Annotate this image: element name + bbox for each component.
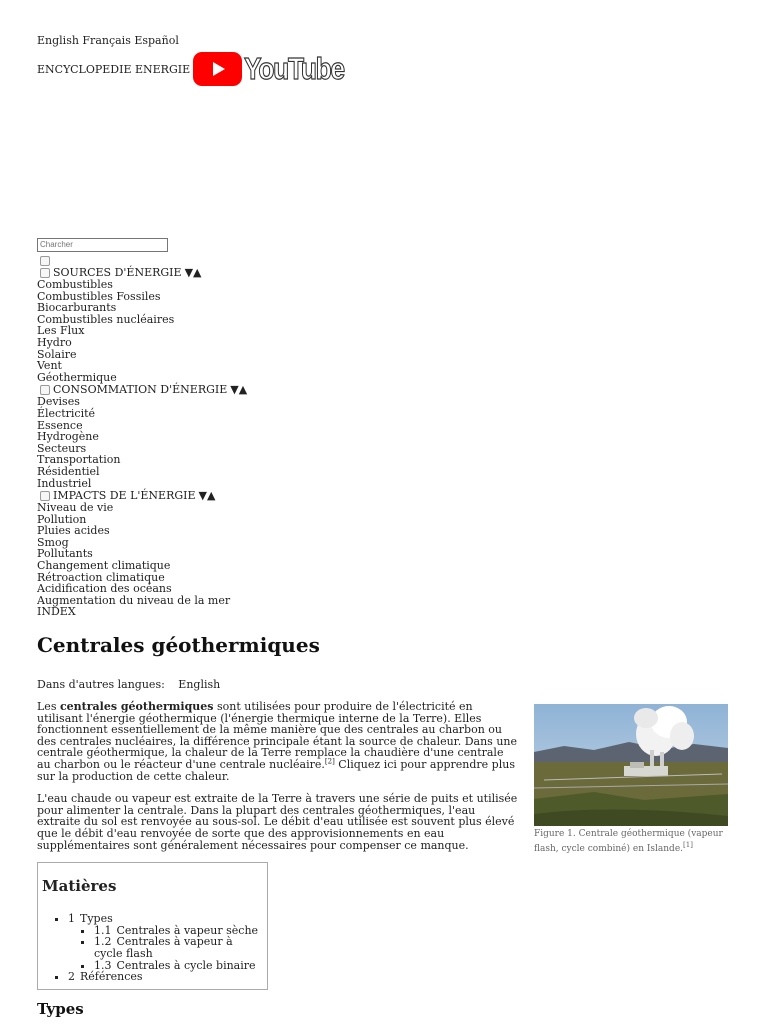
menu-item[interactable]: Combustibles nucléaires (37, 312, 175, 326)
section-toggle-checkbox[interactable] (40, 268, 50, 278)
toc-item[interactable] (68, 971, 263, 983)
menu-toggle-row (37, 254, 731, 266)
expand-collapse-arrows-icon[interactable]: ▼▲ (184, 266, 202, 279)
menu-section-impacts[interactable] (37, 490, 731, 502)
menu-item[interactable]: Pollution (37, 512, 87, 526)
page-title: Centrales géothermiques (37, 633, 320, 658)
index-link[interactable]: INDEX (37, 605, 76, 619)
menu-item[interactable]: Secteurs (37, 441, 87, 455)
toc-item[interactable] (68, 913, 263, 971)
menu-item[interactable]: Biocarburants (37, 301, 117, 315)
toc-sublist (68, 925, 263, 971)
menu-section-heading: SOURCES D'ÉNERGIE (53, 266, 182, 279)
other-languages (37, 678, 731, 691)
toc-item-label: Types (80, 912, 113, 926)
menu-item[interactable]: Hydro (37, 335, 72, 349)
toc-item-label: Références (80, 970, 143, 984)
article-body (37, 701, 731, 1018)
menu-section-heading: CONSOMMATION D'ÉNERGIE (53, 383, 228, 397)
toc-subitem[interactable] (94, 936, 263, 959)
lang-link-francais[interactable]: Français (82, 34, 131, 47)
figure-caption (534, 829, 728, 855)
table-of-contents (37, 862, 268, 990)
intro-p1-start: Les (37, 700, 60, 714)
menu-item[interactable]: Augmentation du niveau de la mer (37, 593, 231, 607)
menu-item[interactable]: Essence (37, 418, 83, 432)
menu-section-consommation[interactable] (37, 384, 731, 396)
menu-item[interactable]: Solaire (37, 347, 77, 361)
menu-item[interactable]: Smog (37, 535, 69, 549)
learn-more-link[interactable]: Cliquez ici pour apprendre plus sur la production de cette chaleur. (37, 758, 515, 783)
menu-item[interactable]: Pollutants (37, 547, 93, 561)
intro-paragraph-2: L'eau chaude ou vapeur est extraite de la Terre à travers une série de puits et utilisée pour alimenter la centrale. Dans la plupart des centrales géothermiques, l'eau extraite du sol est renvoyée au sous-sol. Le débit d'eau utilisée est souvent plus élevé que le débit d'eau renvoyée de sorte que des approvisionnements en eau supplémentaires sont généralement nécessaires pour compenser ce manque. (37, 792, 518, 852)
lang-link-espanol[interactable]: Español (134, 34, 179, 47)
section-toggle-checkbox[interactable] (40, 491, 50, 501)
youtube-play-icon (193, 52, 242, 86)
main-menu (37, 267, 731, 618)
toc-item-number: 1.2 (94, 935, 112, 949)
other-language-link-english[interactable]: English (178, 678, 221, 692)
menu-item[interactable]: Industriel (37, 476, 92, 490)
menu-item[interactable]: Rétroaction climatique (37, 570, 165, 584)
menu-toggle-checkbox[interactable] (40, 256, 50, 266)
expand-collapse-arrows-icon[interactable]: ▼▲ (198, 489, 216, 503)
intro-paragraph-1 (37, 701, 519, 782)
toc-item-label: Centrales à vapeur sèche (116, 923, 259, 937)
toc-item-number: 1.3 (94, 958, 112, 972)
section-heading-types: Types (37, 999, 84, 1018)
menu-item[interactable]: Devises (37, 395, 80, 409)
figure-1 (534, 704, 728, 855)
toc-list (42, 913, 263, 983)
other-languages-label: Dans d'autres langues: (37, 678, 165, 692)
youtube-wordmark: YouTube (244, 51, 345, 86)
menu-item[interactable]: Géothermique (37, 370, 117, 384)
page (37, 34, 731, 1018)
language-switcher (37, 34, 731, 47)
toc-item-label: Centrales à vapeur à cycle flash (94, 935, 233, 960)
menu-item[interactable]: Électricité (37, 406, 96, 420)
menu-item[interactable]: Combustibles (37, 278, 113, 291)
section-toggle-checkbox[interactable] (40, 385, 50, 395)
search-input[interactable] (37, 238, 168, 252)
menu-item[interactable]: Hydrogène (37, 430, 99, 444)
toc-item-number: 1.1 (94, 923, 112, 937)
menu-item[interactable]: Vent (37, 359, 62, 373)
header-brand (37, 51, 731, 87)
lang-link-english[interactable]: English (37, 34, 79, 47)
menu-item[interactable]: Les Flux (37, 324, 85, 338)
toc-title: Matières (42, 877, 117, 896)
toc-item-number: 1 (68, 912, 75, 926)
youtube-logo-link[interactable] (193, 52, 362, 86)
intro-p1-text: sont utilisées pour produire de l'électricité en utilisant l'énergie géothermique (l'énergie thermique interne de la Terre). Elles fonctionnent essentiellement de la même manière que des centrales au charbon ou des centrales nucléaires, la différence principale étant la source de chaleur. Dans une centrale géothermique, la chaleur de la Terre remplace la chaudière d'une centrale au charbon ou le réacteur d'une centrale nucléaire. (37, 700, 518, 771)
toc-item-label: Centrales à cycle binaire (116, 958, 256, 972)
site-name-link[interactable]: ENCYCLOPEDIE ENERGIE (37, 62, 191, 76)
ref-link-2[interactable]: [2] (324, 757, 335, 766)
menu-item[interactable]: Pluies acides (37, 524, 110, 538)
menu-item[interactable]: Résidentiel (37, 464, 100, 478)
menu-item[interactable]: Niveau de vie (37, 501, 114, 515)
menu-item[interactable]: Acidification des océans (37, 582, 172, 596)
geothermal-plant-photo[interactable] (534, 704, 728, 826)
expand-collapse-arrows-icon[interactable]: ▼▲ (230, 383, 248, 397)
intro-p1-bold: centrales géothermiques (59, 700, 214, 714)
figure-caption-text: Figure 1. Centrale géothermique (vapeur flash, cycle combiné) en Islande. (534, 829, 723, 855)
toc-item-number: 2 (68, 970, 75, 984)
menu-item[interactable]: Combustibles Fossiles (37, 289, 161, 303)
menu-item[interactable]: Changement climatique (37, 559, 171, 573)
menu-section-sources[interactable] (37, 267, 731, 279)
menu-section-heading: IMPACTS DE L'ÉNERGIE (53, 489, 196, 503)
menu-item[interactable]: Transportation (37, 453, 121, 467)
figure-ref-link[interactable]: [1] (683, 841, 693, 850)
